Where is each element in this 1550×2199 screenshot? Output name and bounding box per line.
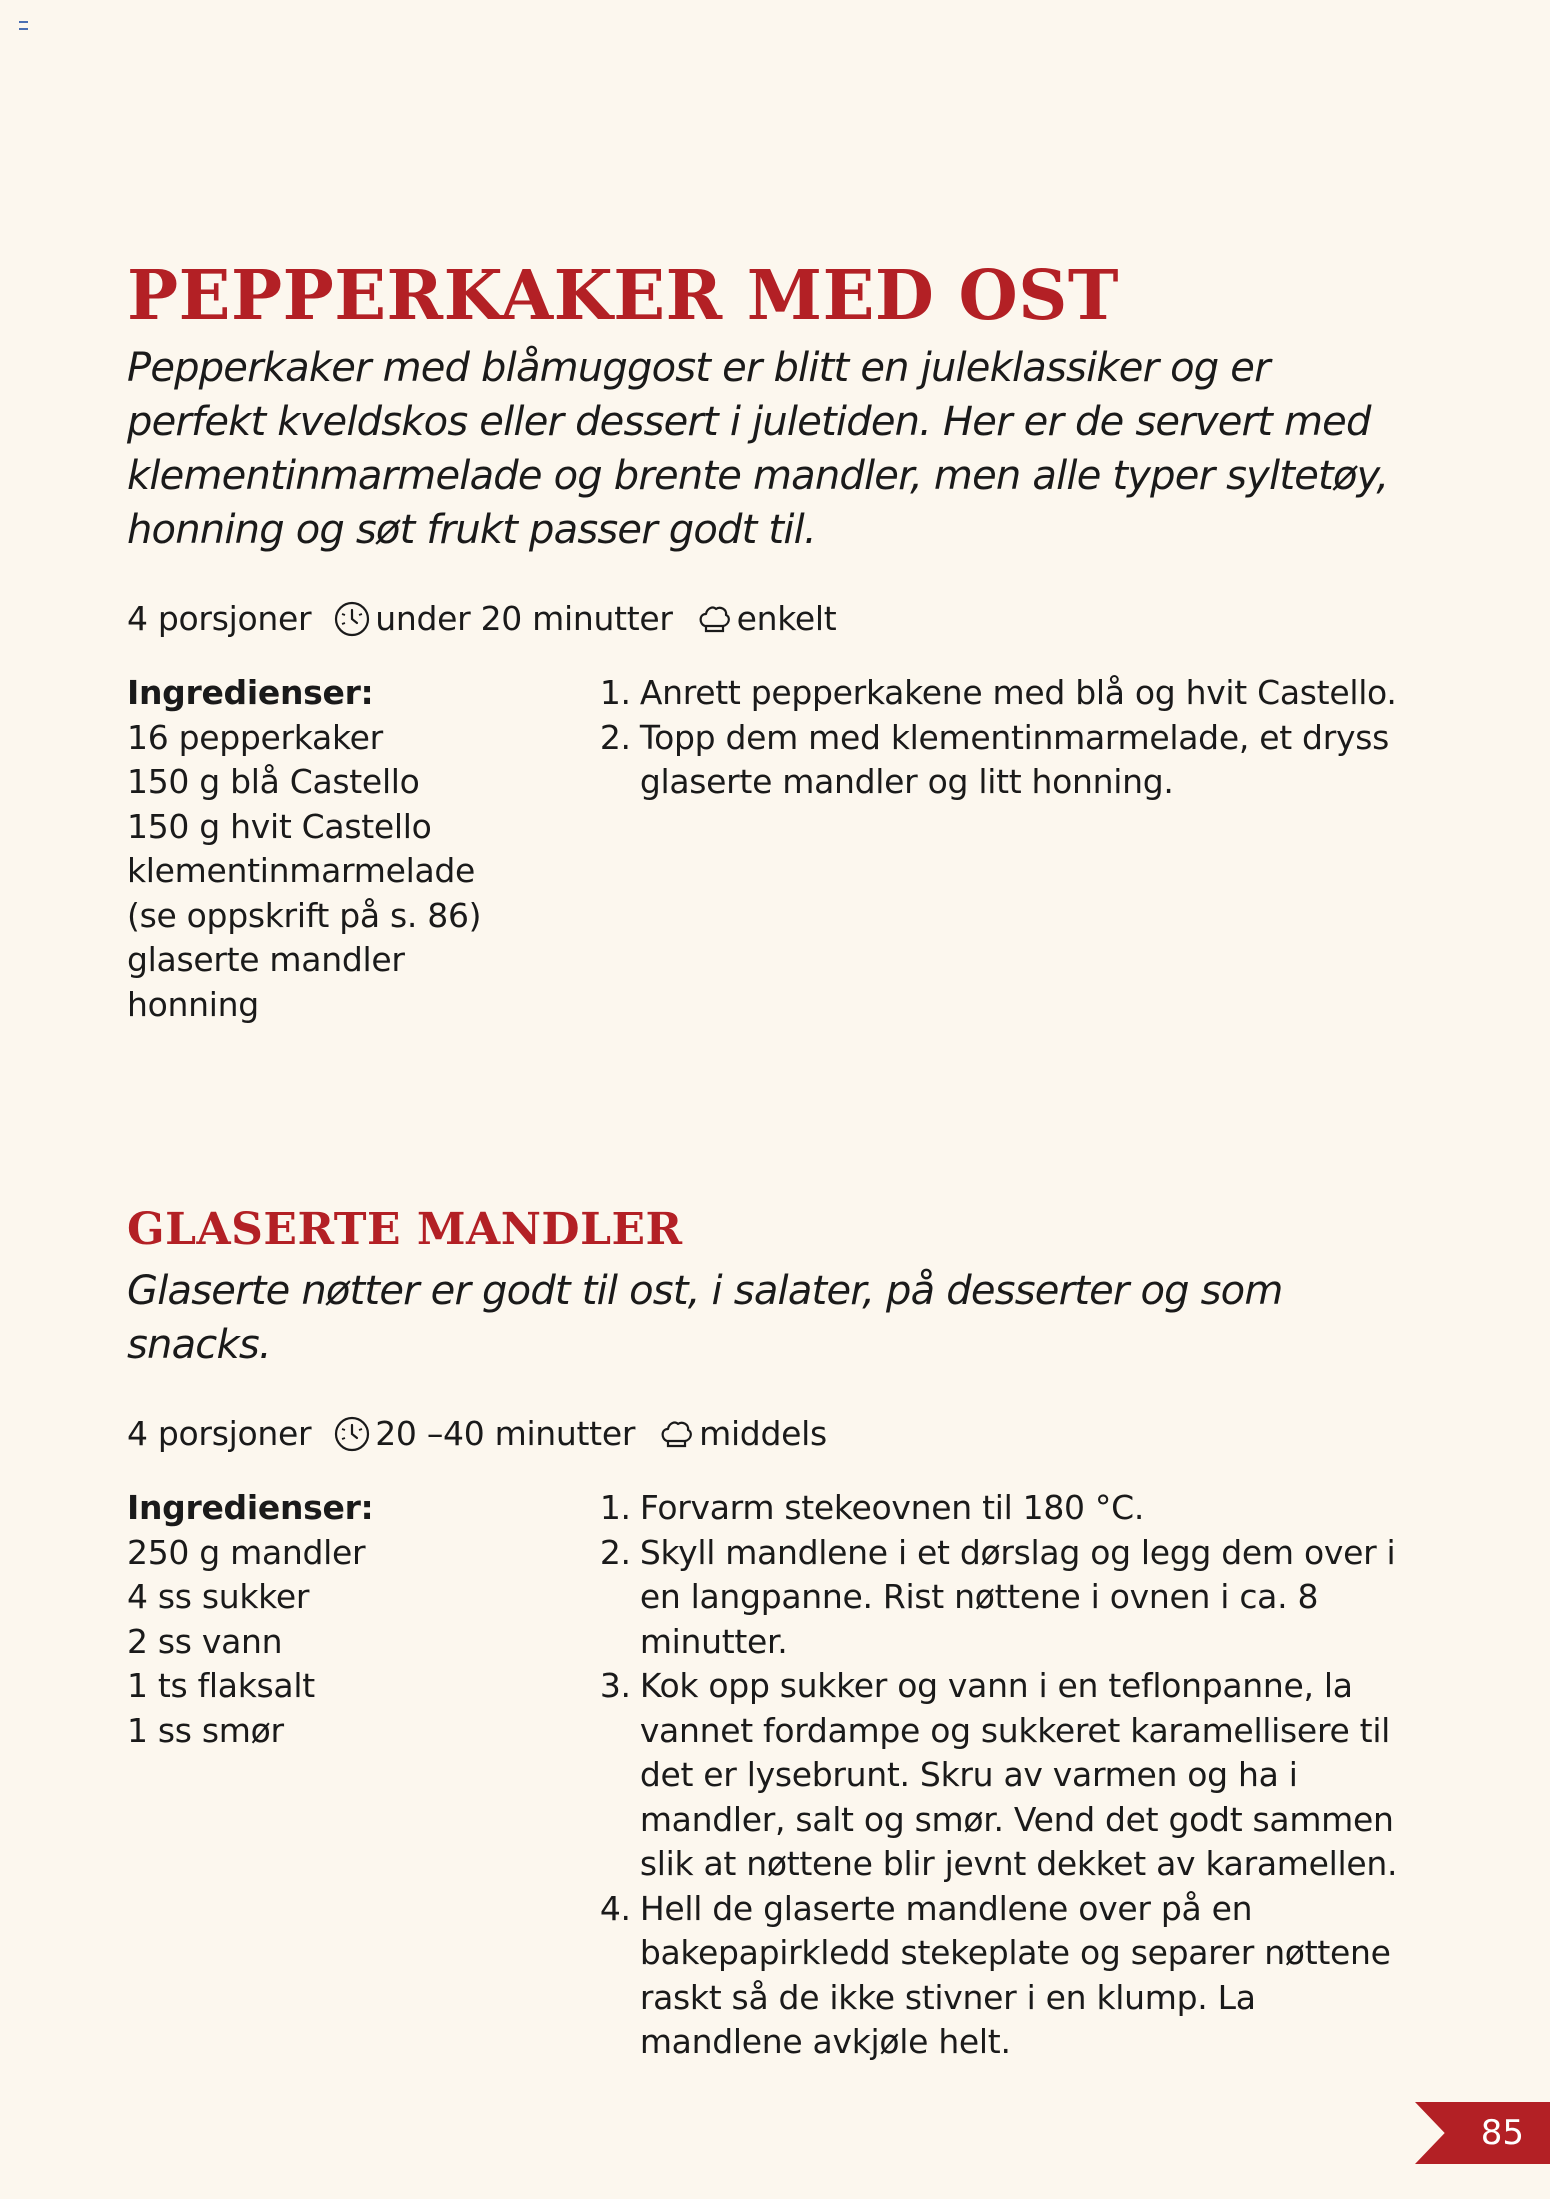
- step-text: Kok opp sukker og vann i en teflonpanne, la vannet fordampe og sukkeret karamellisere til det er lysebrunt. Skru av varmen og ha i mandler, salt og smør. Vend det godt sammen slik at nøttene blir jevnt dekket av karamellen.: [639, 1666, 1398, 1883]
- ingredient-item: klementinmarmelade: [127, 851, 476, 890]
- step-item: [600, 671, 1427, 716]
- ingredient-item: 150 g hvit Castello: [127, 806, 432, 846]
- servings-text: 4 porsjoner: [127, 599, 312, 638]
- step-number: 2.: [599, 1532, 631, 1572]
- corner-mark: [19, 21, 28, 30]
- steps-list: [560, 671, 1427, 1027]
- ingredient-item: 4 ss sukker: [127, 1577, 310, 1616]
- ingredient-item: 250 g mandler: [127, 1532, 366, 1572]
- ingredients-heading: Ingredienser:: [127, 1488, 374, 1527]
- recipe-intro: Pepperkaker med blåmuggost er blitt en juleklassiker og er perfekt kveldskos eller dessert i juletiden. Her er de servert med klementinmarmelade og brente mandler, men alle typer syltetøy, honning og søt frukt passer godt til.: [127, 345, 1389, 553]
- ingredients-list: [127, 716, 560, 1028]
- step-text: Skyll mandlene i et dørslag og legg dem over i en langpanne. Rist nøttene i ovnen i ca. 8 minutter.: [639, 1532, 1396, 1661]
- recipe-meta: [127, 597, 1427, 641]
- step-item: [600, 1887, 1427, 2065]
- step-item: [600, 1531, 1427, 1665]
- ingredient-item: 1 ts flaksalt: [127, 1666, 315, 1705]
- chef-hat-icon: [695, 600, 733, 638]
- step-text: Anrett pepperkakene med blå og hvit Castello.: [639, 673, 1397, 712]
- ingredient-item: glaserte mandler: [127, 940, 405, 979]
- chef-hat-icon: [657, 1415, 695, 1453]
- ingredient-item: (se oppskrift på s. 86): [127, 895, 482, 935]
- ingredient-item: 2 ss vann: [127, 1621, 283, 1661]
- ingredient-item: 1 ss smør: [127, 1710, 284, 1750]
- ingredients-block: [127, 671, 560, 1027]
- difficulty-text: middels: [699, 1414, 827, 1453]
- ingredient-item: 150 g blå Castello: [127, 762, 420, 801]
- step-number: 2.: [599, 717, 631, 757]
- step-number: 1.: [599, 1488, 631, 1527]
- ingredients-heading: Ingredienser:: [127, 673, 374, 712]
- step-item: [600, 1664, 1427, 1887]
- page-number: 85: [1480, 2113, 1524, 2153]
- step-text: Topp dem med klementinmarmelade, et dryss glaserte mandler og litt honning.: [639, 717, 1389, 801]
- step-text: Forvarm stekeovnen til 180 °C.: [639, 1488, 1145, 1527]
- servings-text: 4 porsjoner: [127, 1414, 312, 1453]
- step-number: 3.: [599, 1666, 631, 1705]
- ingredient-item: 16 pepperkaker: [127, 717, 383, 757]
- step-number: 1.: [599, 673, 631, 712]
- clock-icon: [333, 1415, 371, 1453]
- recipe-body: [127, 671, 1427, 1027]
- step-text: Hell de glaserte mandlene over på en bakepapirkledd stekeplate og separer nøttene raskt så de ikke stivner i en klump. La mandlene avkjøle helt.: [639, 1888, 1391, 2061]
- step-item: [600, 716, 1427, 805]
- step-number: 4.: [599, 1888, 631, 1928]
- steps-list: [560, 1486, 1427, 2065]
- clock-icon: [333, 600, 371, 638]
- step-item: [600, 1486, 1427, 1531]
- difficulty-text: enkelt: [736, 599, 837, 638]
- ingredient-item: honning: [127, 984, 259, 1024]
- recipe-title: PEPPERKAKER MED OST: [127, 256, 1119, 336]
- recipe-meta: [127, 1412, 1427, 1456]
- ingredients-list: [127, 1531, 560, 1754]
- time-text: 20 –40 minutter: [375, 1414, 636, 1453]
- recipe-body: [127, 1486, 1427, 2065]
- ingredients-block: [127, 1486, 560, 2065]
- recipe-intro: Glaserte nøtter er godt til ost, i salater, på desserter og som snacks.: [127, 1268, 1283, 1368]
- recipe-title: GLASERTE MANDLER: [127, 1204, 683, 1255]
- time-text: under 20 minutter: [375, 599, 673, 638]
- recipe-glaserte-mandler: [127, 1200, 1427, 2065]
- recipe-pepperkaker: [127, 255, 1427, 1027]
